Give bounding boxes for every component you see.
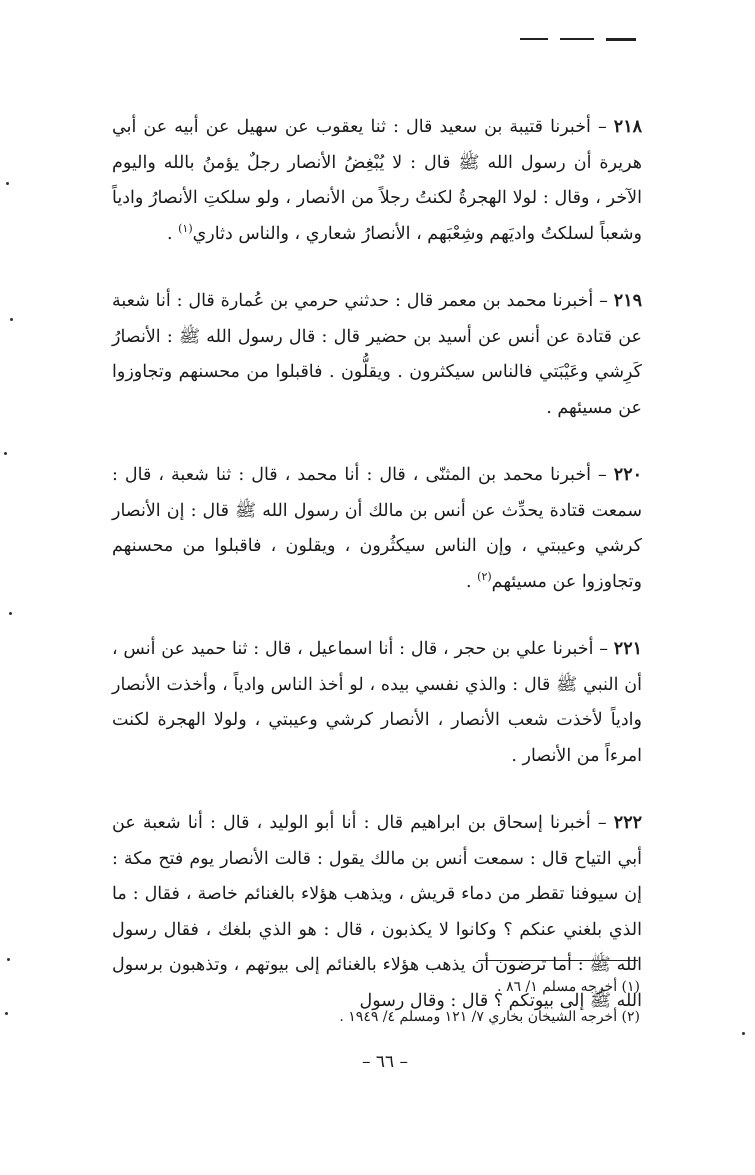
hadith-221 (112, 632, 642, 774)
hadith-paragraph (112, 110, 642, 252)
scan-speck (4, 452, 7, 455)
hadith-number: ٢٢٠ (613, 465, 642, 485)
footnote-1: (١) أخرجه مسلم ١/ ٨٦ . (497, 979, 640, 995)
footnote-ref: (٢) (477, 569, 492, 583)
header-dash (520, 38, 548, 40)
hadith-218 (112, 110, 642, 252)
hadith-number: ٢٢٢ (613, 813, 642, 833)
hadith-219 (112, 284, 642, 426)
scan-speck (742, 1032, 745, 1035)
hadith-tail: . (466, 571, 478, 592)
hadith-number: ٢٢١ (613, 639, 642, 659)
header-dash (606, 38, 636, 41)
header-rule (520, 30, 640, 46)
header-dash (560, 38, 594, 40)
scan-speck (5, 1012, 8, 1015)
hadith-paragraph (112, 284, 642, 426)
main-text (112, 110, 642, 1051)
hadith-text: – أخبرنا قتيبة بن سعيد قال : ثنا يعقوب عن سهيل عن أبيه عن أبي هريرة أن رسول الله ﷺ قال : لا يُبْغِضُ الأنصار رجلٌ يؤمنُ بالله واليوم الآخر ، وقال : لولا الهجرةُ لكنتُ رجلاً من الأنصار ، ولو سلكتِ الأنصارُ وادياً وشعباً لسلكتُ واديَهم وشِعْبَهم ، الأنصارُ شعاري ، والناس دثاري (112, 117, 642, 244)
hadith-number: ٢١٨ (613, 117, 642, 137)
footnote-separator (478, 960, 638, 961)
hadith-text: – أخبرنا محمد بن المثنّى ، قال : أنا محمد ، قال : ثنا شعبة ، قال : سمعت قتادة يحدِّث عن أنس بن مالك أن رسول الله ﷺ قال : إن الأنصار كرشي وعيبتي ، وإن الناس سيكثُرون ، ويقلون ، فاقبلوا من محسنهم وتجاوزوا عن مسيئهم (112, 465, 642, 592)
hadith-text: – أخبرنا علي بن حجر ، قال : أنا اسماعيل ، قال : ثنا حميد عن أنس ، أن النبي ﷺ قال : والذي نفسي بيده ، لو أخذ الناس وادياً ، وأخذت الأنصار وادياً لأخذت شعب الأنصار ، الأنصار كرشي وعيبتي ، ولولا الهجرة لكنت امرءاً من الأنصار . (112, 639, 642, 766)
page-number: – ٦٦ – (361, 1052, 409, 1072)
scan-speck (6, 182, 9, 185)
scan-speck (10, 318, 13, 321)
footnote-2: (٢) أخرجه الشيخان بخاري ٧/ ١٢١ ومسلم ٤/ ١٩٤٩ . (339, 1009, 640, 1025)
hadith-text: – أخبرنا إسحاق بن ابراهيم قال : أنا أبو الوليد ، قال : أنا شعبة عن أبي التياح قال : سمعت أنس بن مالك يقول : قالت الأنصار يوم فتح مكة : إن سيوفنا تقطر من دماء قريش ، ويذهب هؤلاء بالغنائم خاصة ، فقال : ما الذي بلغني عنكم ؟ وكانوا لا يكذبون ، قال : هو الذي بلغك ، فقال رسول الله ﷺ : أما ترضون أن يذهب هؤلاء بالغنائم إلى بيوتهم ، وتذهبون برسول الله ﷺ إلى بيوتكم ؟ قال : وقال رسول (112, 813, 642, 1011)
hadith-220 (112, 458, 642, 600)
footnote-ref: (١) (178, 221, 193, 235)
scan-speck (7, 958, 10, 961)
hadith-number: ٢١٩ (613, 291, 642, 311)
hadith-paragraph (112, 458, 642, 600)
hadith-tail: . (166, 223, 179, 244)
hadith-text: – أخبرنا محمد بن معمر قال : حدثني حرمي بن عُمارة قال : أنا شعبة عن قتادة عن أنس عن أسيد بن حضير قال : قال رسول الله ﷺ : الأنصارُ كَرِشي وعَيْبَتي فالناس سيكثرون . ويقلُّون . فاقبلوا من محسنهم وتجاوزوا عن مسيئهم . (112, 291, 642, 418)
hadith-paragraph (112, 632, 642, 774)
scan-speck (9, 612, 12, 615)
footnotes (200, 972, 640, 1032)
